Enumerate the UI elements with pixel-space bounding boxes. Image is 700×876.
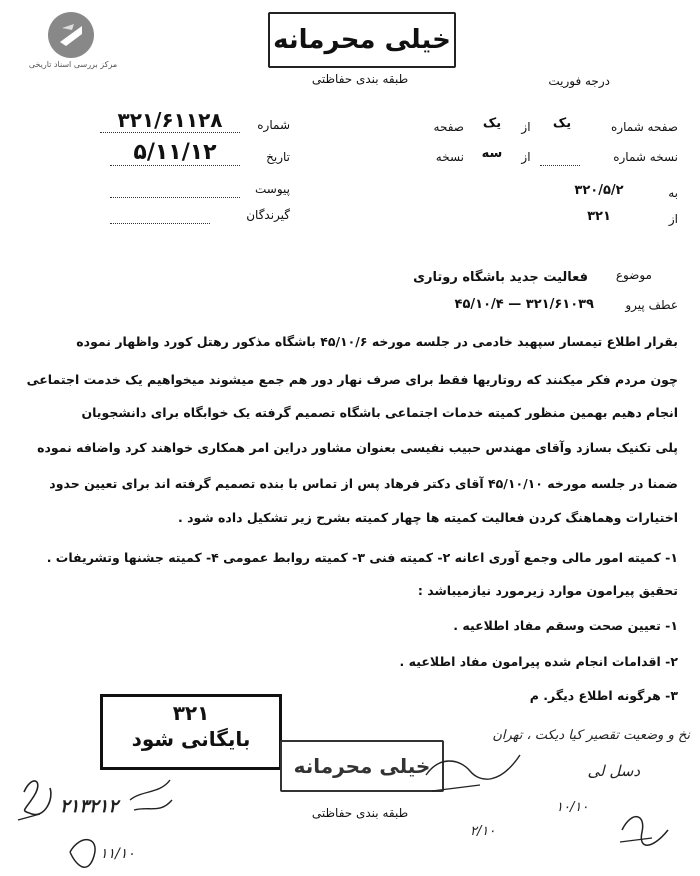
top-classification-stamp: خیلی محرمانه	[268, 12, 456, 68]
recipients-label: گیرندگان	[246, 208, 290, 222]
subject-label: موضوع	[615, 268, 652, 282]
copy-number-label: نسخه شماره	[613, 150, 678, 164]
body-line-3: انجام دهیم بهمین منظور کمیته خدمات اجتماعی باشگاه تصمیم گرفته یک خوابگاه برای دانشجویان	[81, 405, 678, 420]
date-value: ۵/۱۱/۱۲	[110, 140, 240, 166]
handwritten-date-mid: ۲/۱۰	[470, 824, 496, 839]
body-line-5: ضمنا در جلسه مورخه ۴۵/۱۰/۱۰ آقای دکتر فرهاد پس از تماس با بنده تصمیم گرفته اند برای تعیین حدود	[49, 476, 678, 491]
page-number-label: صفحه شماره	[611, 120, 678, 134]
from-value: ۳۲۱	[587, 209, 611, 224]
body-line-1: بقرار اطلاع تیمسار سپهبد خادمی در جلسه مورخه ۴۵/۱۰/۶ باشگاه مذکور رهتل کورد واظهار نموده	[76, 334, 678, 349]
page-of-label: از	[521, 120, 531, 134]
bottom-classification-stamp: خیلی محرمانه	[280, 740, 444, 792]
body-line-2: چون مردم فکر میکنند که روتاریها فقط برای صرف نهار دور هم جمع میشوند میخواهیم یک خدمت اجتماعی	[26, 372, 678, 387]
subject-value: فعالیت جدید باشگاه روتاری	[413, 270, 588, 285]
archive-logo-icon	[48, 12, 94, 58]
investigation-intro: تحقیق پیرامون موارد زیرمورد نیازمیباشد :	[417, 583, 678, 598]
page-word-label: صفحه	[433, 120, 464, 134]
handwritten-date-bottom: ۱۱/۱۰	[100, 846, 135, 862]
body-line-6: اختیارات وهماهنگ کردن فعالیت کمیته ها چهار کمیته بشرح زیر تشکیل داده شود .	[178, 510, 678, 525]
archive-box-text: بایگانی شود	[131, 727, 251, 751]
item-2: ۲- اقدامات انجام شده پیرامون مفاد اطلاعیه .	[399, 654, 678, 669]
handwritten-note-2: دسل لی	[587, 762, 640, 780]
to-value: ۳۲۰/۵/۲	[574, 183, 624, 198]
urgency-label: درجه فوریت	[548, 74, 610, 88]
copy-word-label: نسخه	[435, 150, 464, 164]
number-label: شماره	[257, 118, 290, 132]
recipients-line	[110, 222, 210, 224]
archive-logo-caption: مرکز بررسی اسناد تاریخی	[28, 60, 118, 69]
archive-logo	[18, 8, 128, 80]
to-label: به	[668, 186, 678, 200]
copy-total-value: سه	[481, 146, 503, 161]
number-value: ۳۲۱/۶۱۱۲۸	[100, 108, 240, 133]
attachment-label: پیوست	[255, 182, 290, 196]
page-total-value: یک	[482, 116, 502, 131]
handwritten-signature-left	[10, 770, 180, 870]
archive-box-number: ۳۲۱	[172, 701, 210, 725]
bottom-classification-label: طبقه بندی حفاظتی	[311, 806, 409, 820]
archive-box-stamp	[100, 694, 282, 770]
handwritten-signature-right	[612, 800, 692, 860]
item-1: ۱- تعیین صحت وسقم مفاد اطلاعیه .	[453, 618, 678, 633]
handwritten-number-left: ۲۱۳۲۱۲	[60, 796, 119, 817]
item-3: ۳- هرگونه اطلاع دیگر. م	[529, 688, 678, 703]
committees-list: ۱- کمیته امور مالی وجمع آوری اعانه ۲- کمیته فنی ۳- کمیته روابط عمومی ۴- کمیته جشنها وتشریفات .	[46, 550, 678, 565]
handwritten-date-right: ۱۰/۱۰	[556, 800, 589, 815]
reference-value: ۴۵/۱۰/۴ — ۳۲۱/۶۱۰۳۹	[454, 297, 594, 312]
date-label: تاریخ	[266, 150, 290, 164]
copy-of-label: از	[521, 150, 531, 164]
reference-label: عطف پیرو	[625, 298, 678, 312]
attachment-line	[110, 196, 240, 198]
copy-number-line	[540, 164, 580, 166]
from-label: از	[668, 212, 678, 226]
page-number-value: یک	[552, 116, 572, 131]
handwritten-note-1: نخ و وضعیت تقصیر کیا دیکت ، تهران	[492, 728, 690, 743]
top-classification-label: طبقه بندی حفاظتی	[311, 72, 409, 86]
handwritten-signature-mid	[420, 735, 540, 805]
body-line-4: پلی تکنیک بسازد وآقای مهندس حبیب نفیسی بعنوان مشاور دراین امر همکاری خواهند کرد واضافه نموده	[37, 440, 678, 455]
